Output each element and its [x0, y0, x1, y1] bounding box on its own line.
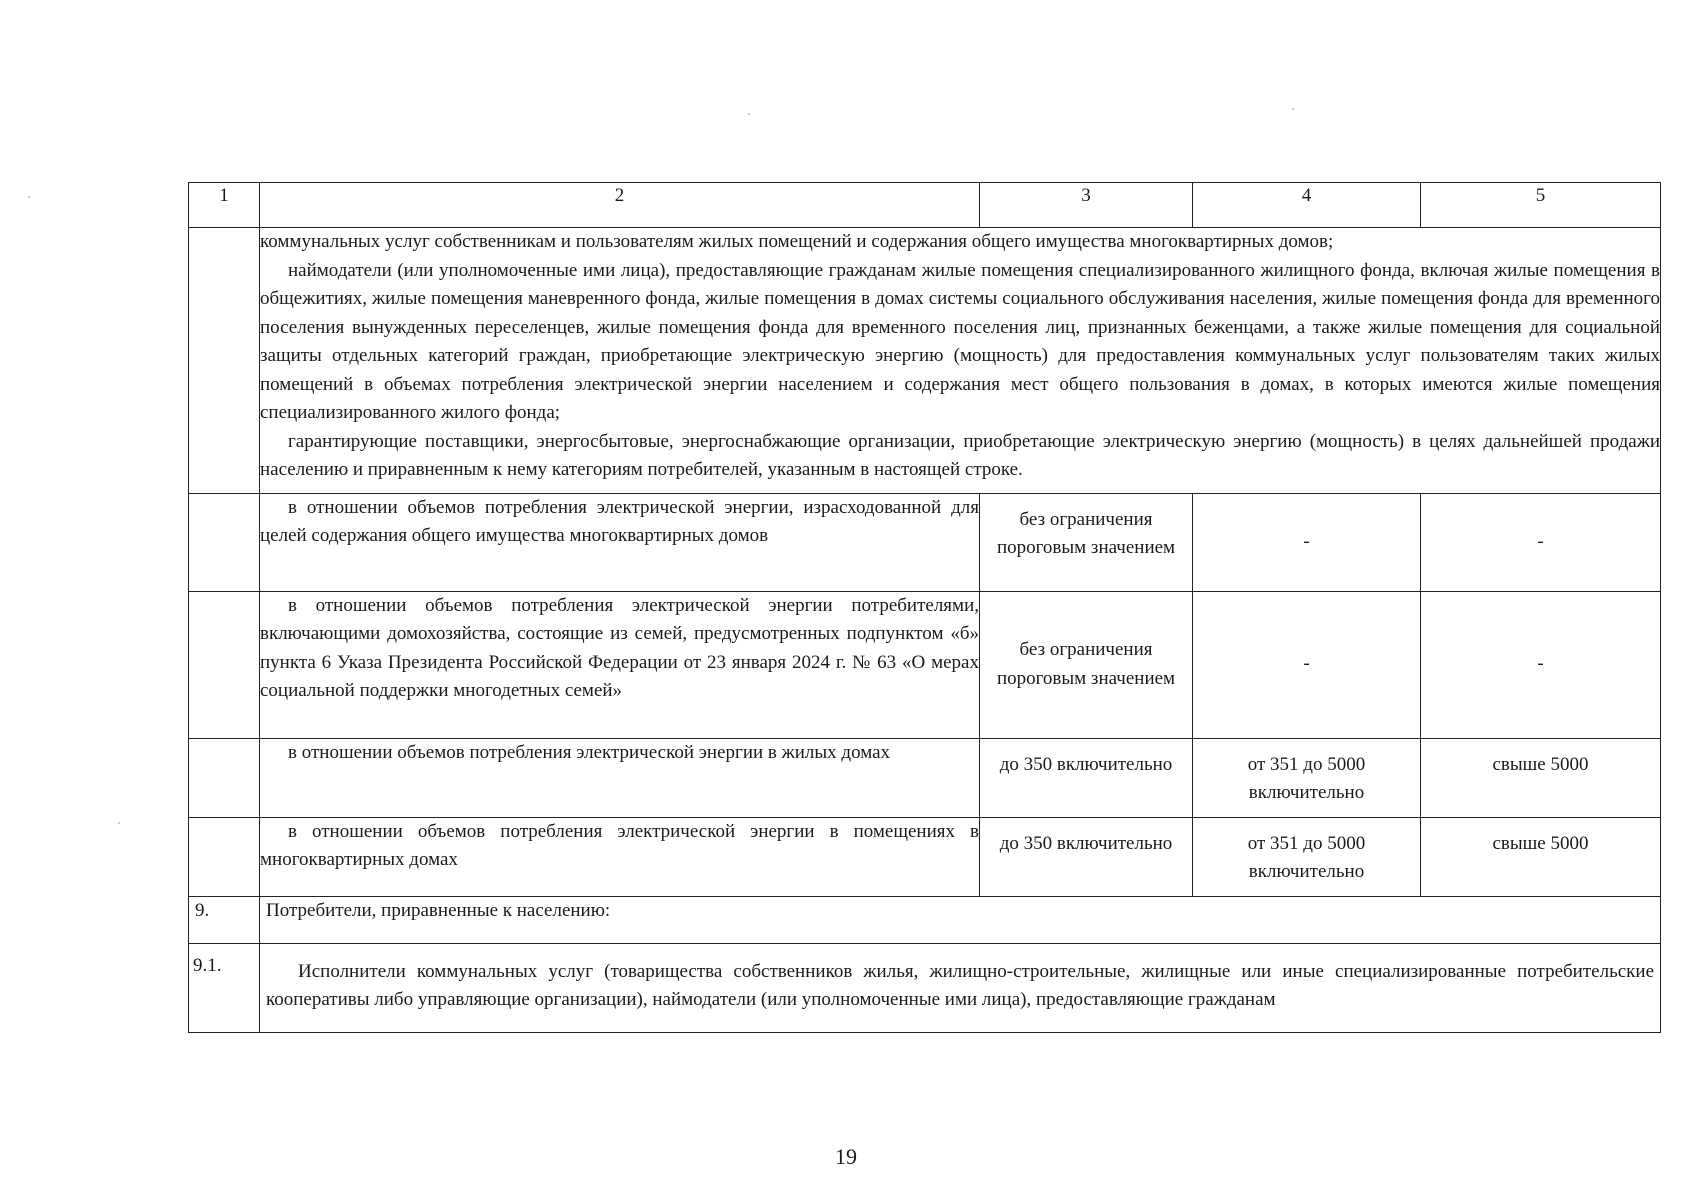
- row-number-cell: [189, 591, 260, 738]
- intro-paragraph-2: наймодатели (или уполномоченные ими лица), предоставляющие гражданам жилые помещения специализированного жилищного фонда, включая жилые помещения в общежитиях, жилые помещения маневренного фонда, жилые помещения в домах системы социального обслуживания населения, жилые помещения фонда для временного поселения вынужденных переселенцев, жилые помещения фонда для временного поселения лиц, признанных беженцами, а также жилые помещения для социальной защиты отдельных категорий граждан, приобретающие электрическую энергию (мощность) для предоставления коммунальных услуг пользователям таких жилых помещений в объемах потребления электрической энергии населением и содержания мест общего пользования в домах, в которых имеются жилые помещения специализированного жилого фонда;: [260, 259, 1660, 423]
- header-col-4: 4: [1193, 183, 1421, 228]
- scan-speck: [1292, 108, 1294, 110]
- row-description: в отношении объемов потребления электрической энергии, израсходованной для целей содержания общего имущества многоквартирных домов: [260, 493, 980, 591]
- intro-number-cell: [189, 228, 260, 494]
- table-header-row: [189, 183, 1661, 228]
- row-threshold-col5: -: [1421, 591, 1661, 738]
- intro-text-cell: [260, 228, 1661, 494]
- section-9-title: Потребители, приравненные к населению:: [260, 896, 1661, 943]
- row-threshold-col3: без ограничения пороговым значением: [980, 591, 1193, 738]
- scan-speck: [118, 822, 120, 824]
- table-row: [189, 591, 1661, 738]
- header-col-2: 2: [260, 183, 980, 228]
- row-description: в отношении объемов потребления электрической энергии в жилых домах: [260, 738, 980, 817]
- intro-line-1: коммунальных услуг собственникам и пользователям жилых помещений и содержания общего имущества многоквартирных домов;: [260, 231, 1334, 252]
- row-description: в отношении объемов потребления электрической энергии в помещениях в многоквартирных домах: [260, 817, 980, 896]
- tariff-table: [188, 182, 1661, 1033]
- table-row: [189, 493, 1661, 591]
- table-row: [189, 817, 1661, 896]
- row-threshold-col5: свыше 5000: [1421, 817, 1661, 896]
- section-9-1-number: 9.1.: [189, 943, 260, 1032]
- intro-row: [189, 228, 1661, 494]
- row-threshold-col4: от 351 до 5000 включительно: [1193, 738, 1421, 817]
- row-threshold-col4: от 351 до 5000 включительно: [1193, 817, 1421, 896]
- row-description: в отношении объемов потребления электрической энергии потребителями, включающими домохозяйства, состоящие из семей, предусмотренных подпунктом «б» пункта 6 Указа Президента Российской Федерации от 23 января 2024 г. № 63 «О мерах социальной поддержки многодетных семей»: [260, 591, 980, 738]
- row-threshold-col3: без ограничения пороговым значением: [980, 493, 1193, 591]
- section-9-number: 9.: [189, 896, 260, 943]
- row-number-cell: [189, 817, 260, 896]
- header-col-1: 1: [189, 183, 260, 228]
- header-col-3: 3: [980, 183, 1193, 228]
- row-threshold-col3: до 350 включительно: [980, 817, 1193, 896]
- row-threshold-col5: -: [1421, 493, 1661, 591]
- row-threshold-col5: свыше 5000: [1421, 738, 1661, 817]
- row-threshold-col4: -: [1193, 591, 1421, 738]
- section-9-1-row: [189, 943, 1661, 1032]
- header-col-5: 5: [1421, 183, 1661, 228]
- row-threshold-col3: до 350 включительно: [980, 738, 1193, 817]
- row-threshold-col4: -: [1193, 493, 1421, 591]
- section-9-1-text: Исполнители коммунальных услуг (товарищества собственников жилья, жилищно-строительные, жилищные или иные специализированные потребительские кооперативы либо управляющие организации), наймодатели (или уполномоченные ими лица), предоставляющие гражданам: [260, 943, 1661, 1032]
- table-row: [189, 738, 1661, 817]
- intro-paragraph-3: гарантирующие поставщики, энергосбытовые, энергоснабжающие организации, приобретающие электрическую энергию (мощность) в целях дальнейшей продажи населению и приравненным к нему категориям потребителей, указанным в настоящей строке.: [260, 430, 1660, 480]
- section-9-row: [189, 896, 1661, 943]
- row-number-cell: [189, 738, 260, 817]
- scan-speck: [748, 113, 750, 115]
- page-number: 19: [835, 1144, 857, 1169]
- scan-speck: [28, 196, 30, 198]
- row-number-cell: [189, 493, 260, 591]
